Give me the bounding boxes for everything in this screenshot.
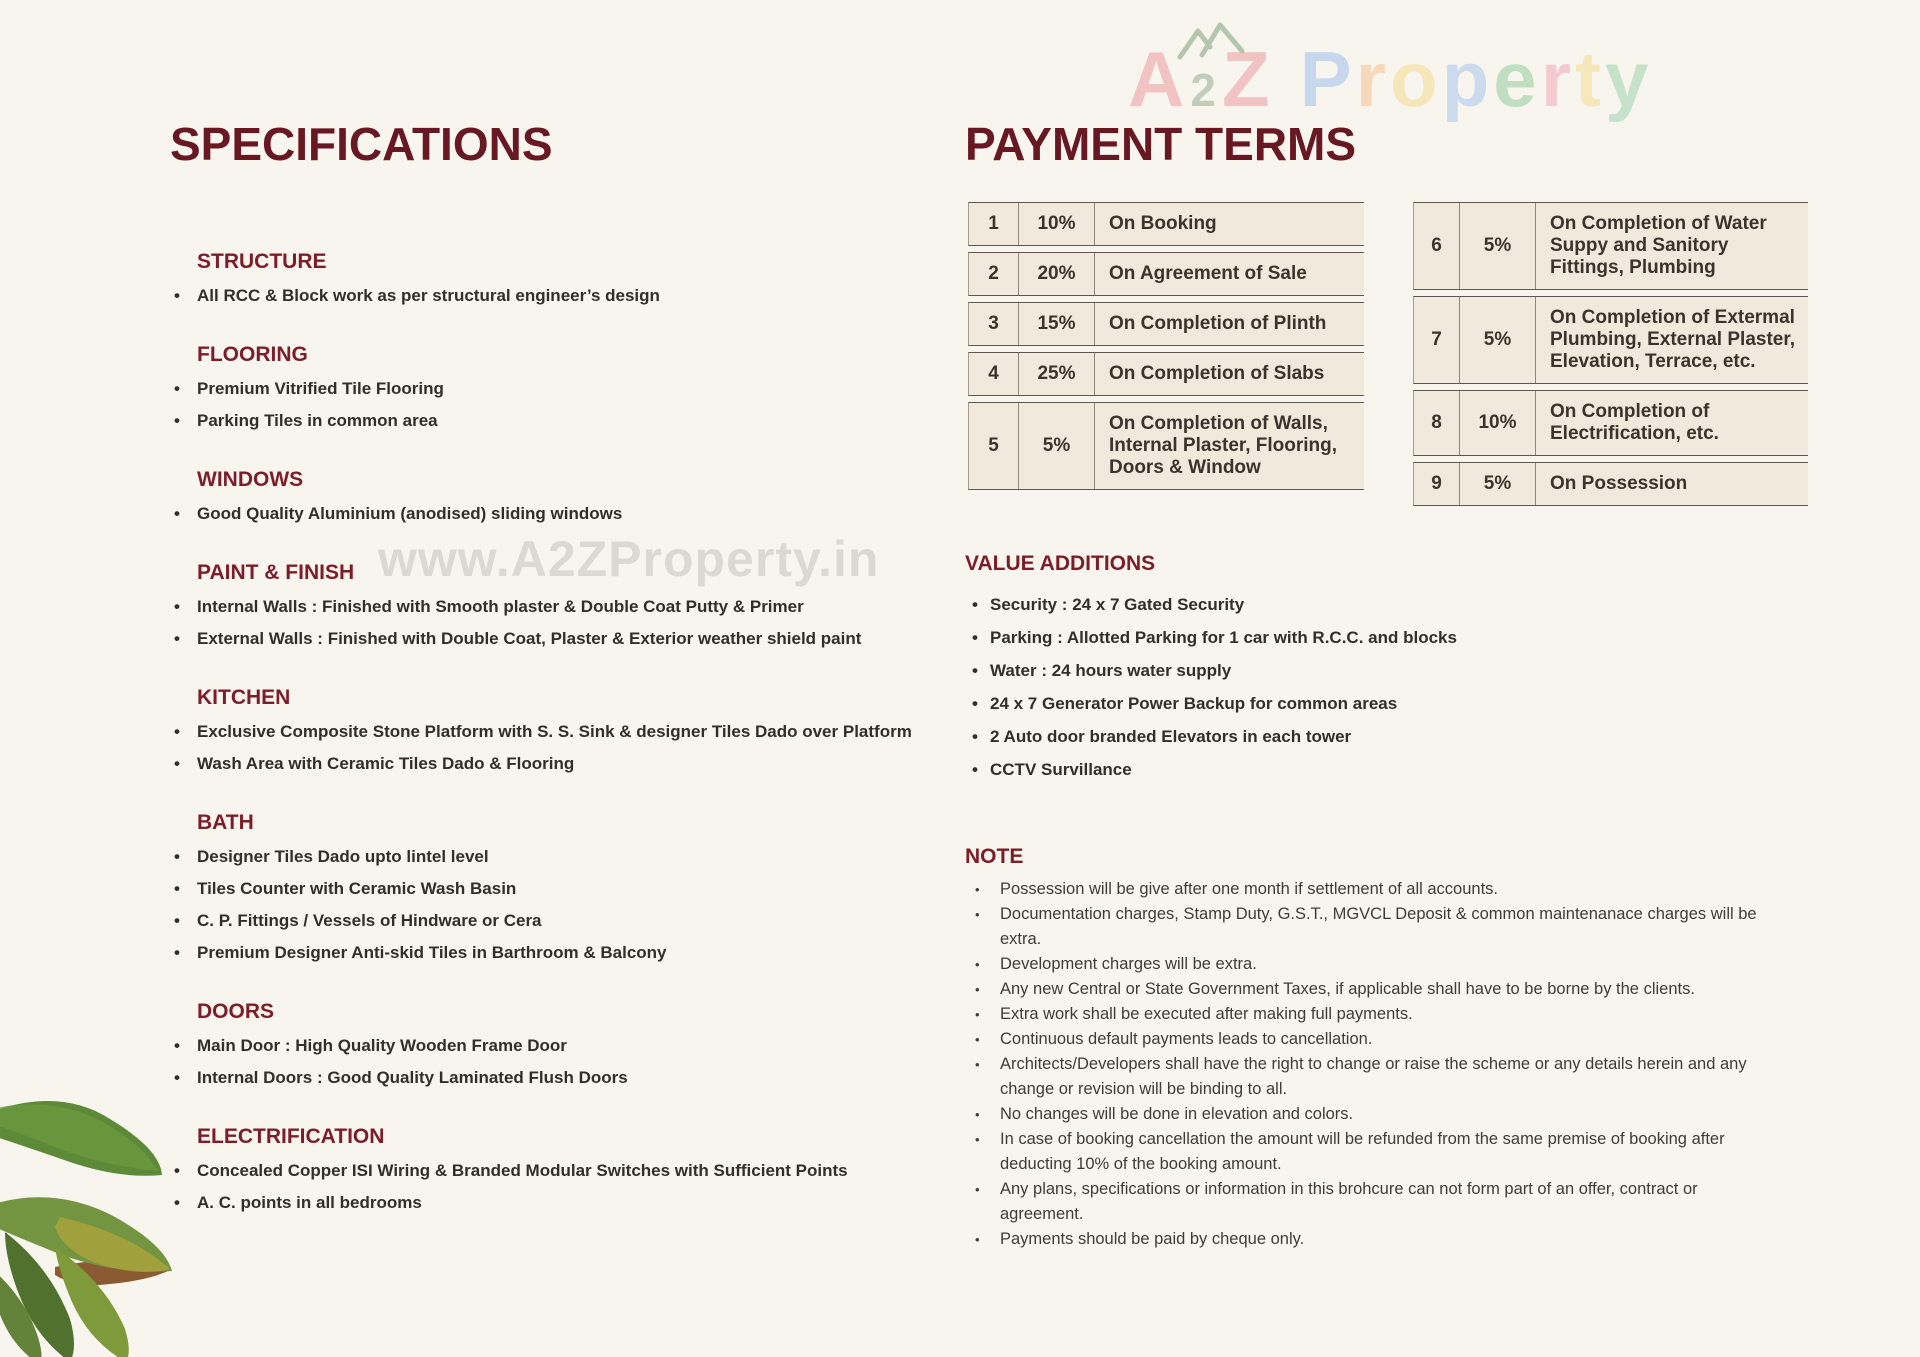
row-description: On Agreement of Sale: [1109, 263, 1307, 284]
bullet-icon: [972, 720, 978, 753]
section-heading: KITCHEN: [197, 686, 291, 709]
section-heading: STRUCTURE: [197, 250, 327, 273]
payment-table-2: [1413, 202, 1808, 512]
note-item: • Architects/Developers shall have the right to change or raise the scheme or any details herein and any change or revision will be binding to all.: [965, 1052, 1775, 1102]
row-percent: 15%: [1019, 303, 1095, 345]
spec-item: • Designer Tiles Dado upto lintel level: [170, 841, 1010, 873]
spec-item: • Parking Tiles in common area: [170, 405, 1010, 437]
bullet-icon: [174, 405, 180, 437]
note-item: • Development charges will be extra.: [965, 952, 1775, 977]
payment-terms-column: [965, 118, 1845, 1248]
value-additions-section: [965, 550, 1785, 786]
bullet-icon: [975, 952, 980, 977]
section-heading: PAINT & FINISH: [197, 561, 355, 584]
table-row: [1413, 390, 1808, 456]
bullet-icon: [975, 1127, 980, 1152]
row-number: 5: [969, 403, 1019, 489]
bullet-icon: [174, 748, 180, 780]
value-addition-item: • Security : 24 x 7 Gated Security: [965, 588, 1785, 621]
note-item: • No changes will be done in elevation and colors.: [965, 1102, 1775, 1127]
spec-item: • Concealed Copper ISI Wiring & Branded Modular Switches with Sufficient Points: [170, 1155, 1010, 1187]
bullet-icon: [975, 1002, 980, 1027]
value-addition-item: • 24 x 7 Generator Power Backup for common areas: [965, 687, 1785, 720]
bullet-icon: [174, 1030, 180, 1062]
row-percent: 5%: [1019, 403, 1095, 489]
spec-item: • A. C. points in all bedrooms: [170, 1187, 1010, 1219]
logo-letter: r: [1355, 35, 1390, 123]
row-number: 4: [969, 353, 1019, 395]
section-heading: ELECTRIFICATION: [197, 1125, 385, 1148]
table-row: [1413, 296, 1808, 384]
logo-letter: e: [1493, 35, 1541, 123]
logo-letter: r: [1540, 35, 1576, 123]
note-item: • In case of booking cancellation the amount will be refunded from the same premise of booking after deducting 10% of the booking amount.: [965, 1127, 1775, 1177]
spec-item: • Tiles Counter with Ceramic Wash Basin: [170, 873, 1010, 905]
note-section: [965, 843, 1775, 1252]
logo-letter: A: [1128, 35, 1189, 123]
bullet-icon: [174, 905, 180, 937]
bullet-icon: [174, 937, 180, 969]
row-percent: 5%: [1460, 203, 1536, 289]
section-bath: [170, 809, 1010, 969]
bullet-icon: [174, 716, 180, 748]
table-row: [968, 202, 1364, 246]
bullet-icon: [975, 1052, 980, 1077]
bullet-icon: [174, 841, 180, 873]
table-row: [968, 302, 1364, 346]
section-heading: BATH: [197, 811, 254, 834]
row-description: On Booking: [1109, 213, 1217, 234]
logo-letter: P: [1299, 35, 1356, 123]
row-description: On Completion of Electrification, etc.: [1550, 401, 1719, 444]
note-item: • Possession will be give after one month if settlement of all accounts.: [965, 877, 1775, 902]
section-electrification: [170, 1123, 1010, 1219]
value-additions-heading: VALUE ADDITIONS: [965, 552, 1156, 575]
logo-letter: o: [1389, 35, 1442, 123]
row-number: 3: [969, 303, 1019, 345]
house-roof-icon: [1176, 17, 1246, 61]
spec-item: • C. P. Fittings / Vessels of Hindware or Cera: [170, 905, 1010, 937]
value-addition-item: • Water : 24 hours water supply: [965, 654, 1785, 687]
payment-table-1: [968, 202, 1364, 496]
logo-letter: Z: [1221, 35, 1274, 123]
row-description: On Completion of Extermal Plumbing, External Plaster, Elevation, Terrace, etc.: [1550, 307, 1795, 372]
note-item: • Extra work shall be executed after making full payments.: [965, 1002, 1775, 1027]
url-watermark: www.A2ZProperty.in: [378, 531, 880, 587]
note-item: • Payments should be paid by cheque only.: [965, 1227, 1775, 1252]
note-item: • Documentation charges, Stamp Duty, G.S.T., MGVCL Deposit & common maintenanace charges will be extra.: [965, 902, 1775, 952]
section-heading: FLOORING: [197, 343, 308, 366]
table-row: [1413, 462, 1808, 506]
bullet-icon: [975, 1177, 980, 1202]
bullet-icon: [972, 621, 978, 654]
value-addition-item: • CCTV Survillance: [965, 753, 1785, 786]
value-addition-item: • Parking : Allotted Parking for 1 car with R.C.C. and blocks: [965, 621, 1785, 654]
row-percent: 5%: [1460, 297, 1536, 383]
bullet-icon: [972, 588, 978, 621]
spec-item: • External Walls : Finished with Double Coat, Plaster & Exterior weather shield paint: [170, 623, 1010, 655]
section-flooring: [170, 341, 1010, 437]
section-doors: [170, 998, 1010, 1094]
row-description: On Possession: [1550, 473, 1688, 494]
specifications-column: [170, 118, 1010, 1219]
section-kitchen: [170, 684, 1010, 780]
table-row: [968, 402, 1364, 490]
note-item: • Any plans, specifications or information in this brohcure can not form part of an offer, contract or agreement.: [965, 1177, 1775, 1227]
bullet-icon: [975, 1227, 980, 1252]
bullet-icon: [174, 1062, 180, 1094]
bullet-icon: [174, 1155, 180, 1187]
spec-item: • Internal Walls : Finished with Smooth plaster & Double Coat Putty & Primer: [170, 591, 1010, 623]
spec-item: • Internal Doors : Good Quality Laminated Flush Doors: [170, 1062, 1010, 1094]
bullet-icon: [174, 373, 180, 405]
payment-terms-title: PAYMENT TERMS: [965, 118, 1357, 170]
bullet-icon: [972, 753, 978, 786]
row-description: On Completion of Walls, Internal Plaster, Flooring, Doors & Window: [1109, 413, 1338, 478]
section-windows: [170, 466, 1010, 530]
bullet-icon: [975, 1102, 980, 1127]
spec-item: • Wash Area with Ceramic Tiles Dado & Flooring: [170, 748, 1010, 780]
row-percent: 10%: [1019, 203, 1095, 245]
table-row: [968, 252, 1364, 296]
spec-item: • All RCC & Block work as per structural engineer’s design: [170, 280, 1010, 312]
row-number: 9: [1414, 463, 1460, 505]
bullet-icon: [174, 591, 180, 623]
bullet-icon: [975, 977, 980, 1002]
bullet-icon: [174, 1187, 180, 1219]
logo-letter: t: [1575, 35, 1606, 123]
row-percent: 10%: [1460, 391, 1536, 455]
spec-item: • Exclusive Composite Stone Platform with S. S. Sink & designer Tiles Dado over Platform: [170, 716, 1010, 748]
row-number: 2: [969, 253, 1019, 295]
row-percent: 25%: [1019, 353, 1095, 395]
note-item: • Continuous default payments leads to cancellation.: [965, 1027, 1775, 1052]
row-description: On Completion of Plinth: [1109, 313, 1327, 334]
section-heading: WINDOWS: [197, 468, 304, 491]
table-row: [1413, 202, 1808, 290]
bullet-icon: [174, 623, 180, 655]
bullet-icon: [975, 902, 980, 927]
a2z-property-logo-watermark: [1128, 34, 1652, 125]
bullet-icon: [975, 877, 980, 902]
logo-letter: 2: [1190, 63, 1220, 117]
section-heading: DOORS: [197, 1000, 275, 1023]
spec-item: • Premium Designer Anti-skid Tiles in Barthroom & Balcony: [170, 937, 1010, 969]
spec-item: • Premium Vitrified Tile Flooring: [170, 373, 1010, 405]
section-structure: [170, 248, 1010, 312]
row-description: On Completion of Water Suppy and Sanitory Fittings, Plumbing: [1550, 213, 1767, 278]
bullet-icon: [972, 654, 978, 687]
bullet-icon: [975, 1027, 980, 1052]
row-number: 1: [969, 203, 1019, 245]
table-row: [968, 352, 1364, 396]
row-number: 6: [1414, 203, 1460, 289]
bullet-icon: [972, 687, 978, 720]
logo-letter: p: [1441, 35, 1494, 123]
row-percent: 5%: [1460, 463, 1536, 505]
row-number: 7: [1414, 297, 1460, 383]
spec-item: • Good Quality Aluminium (anodised) sliding windows: [170, 498, 1010, 530]
row-percent: 20%: [1019, 253, 1095, 295]
row-description: On Completion of Slabs: [1109, 363, 1325, 384]
row-number: 8: [1414, 391, 1460, 455]
note-item: • Any new Central or State Government Taxes, if applicable shall have to be borne by the clients.: [965, 977, 1775, 1002]
bullet-icon: [174, 498, 180, 530]
bullet-icon: [174, 873, 180, 905]
logo-letter: y: [1605, 35, 1653, 123]
note-heading: NOTE: [965, 845, 1024, 868]
spec-item: • Main Door : High Quality Wooden Frame Door: [170, 1030, 1010, 1062]
value-addition-item: • 2 Auto door branded Elevators in each tower: [965, 720, 1785, 753]
specifications-title: SPECIFICATIONS: [170, 118, 553, 170]
section-paint-finish: [170, 559, 1010, 655]
bullet-icon: [174, 280, 180, 312]
